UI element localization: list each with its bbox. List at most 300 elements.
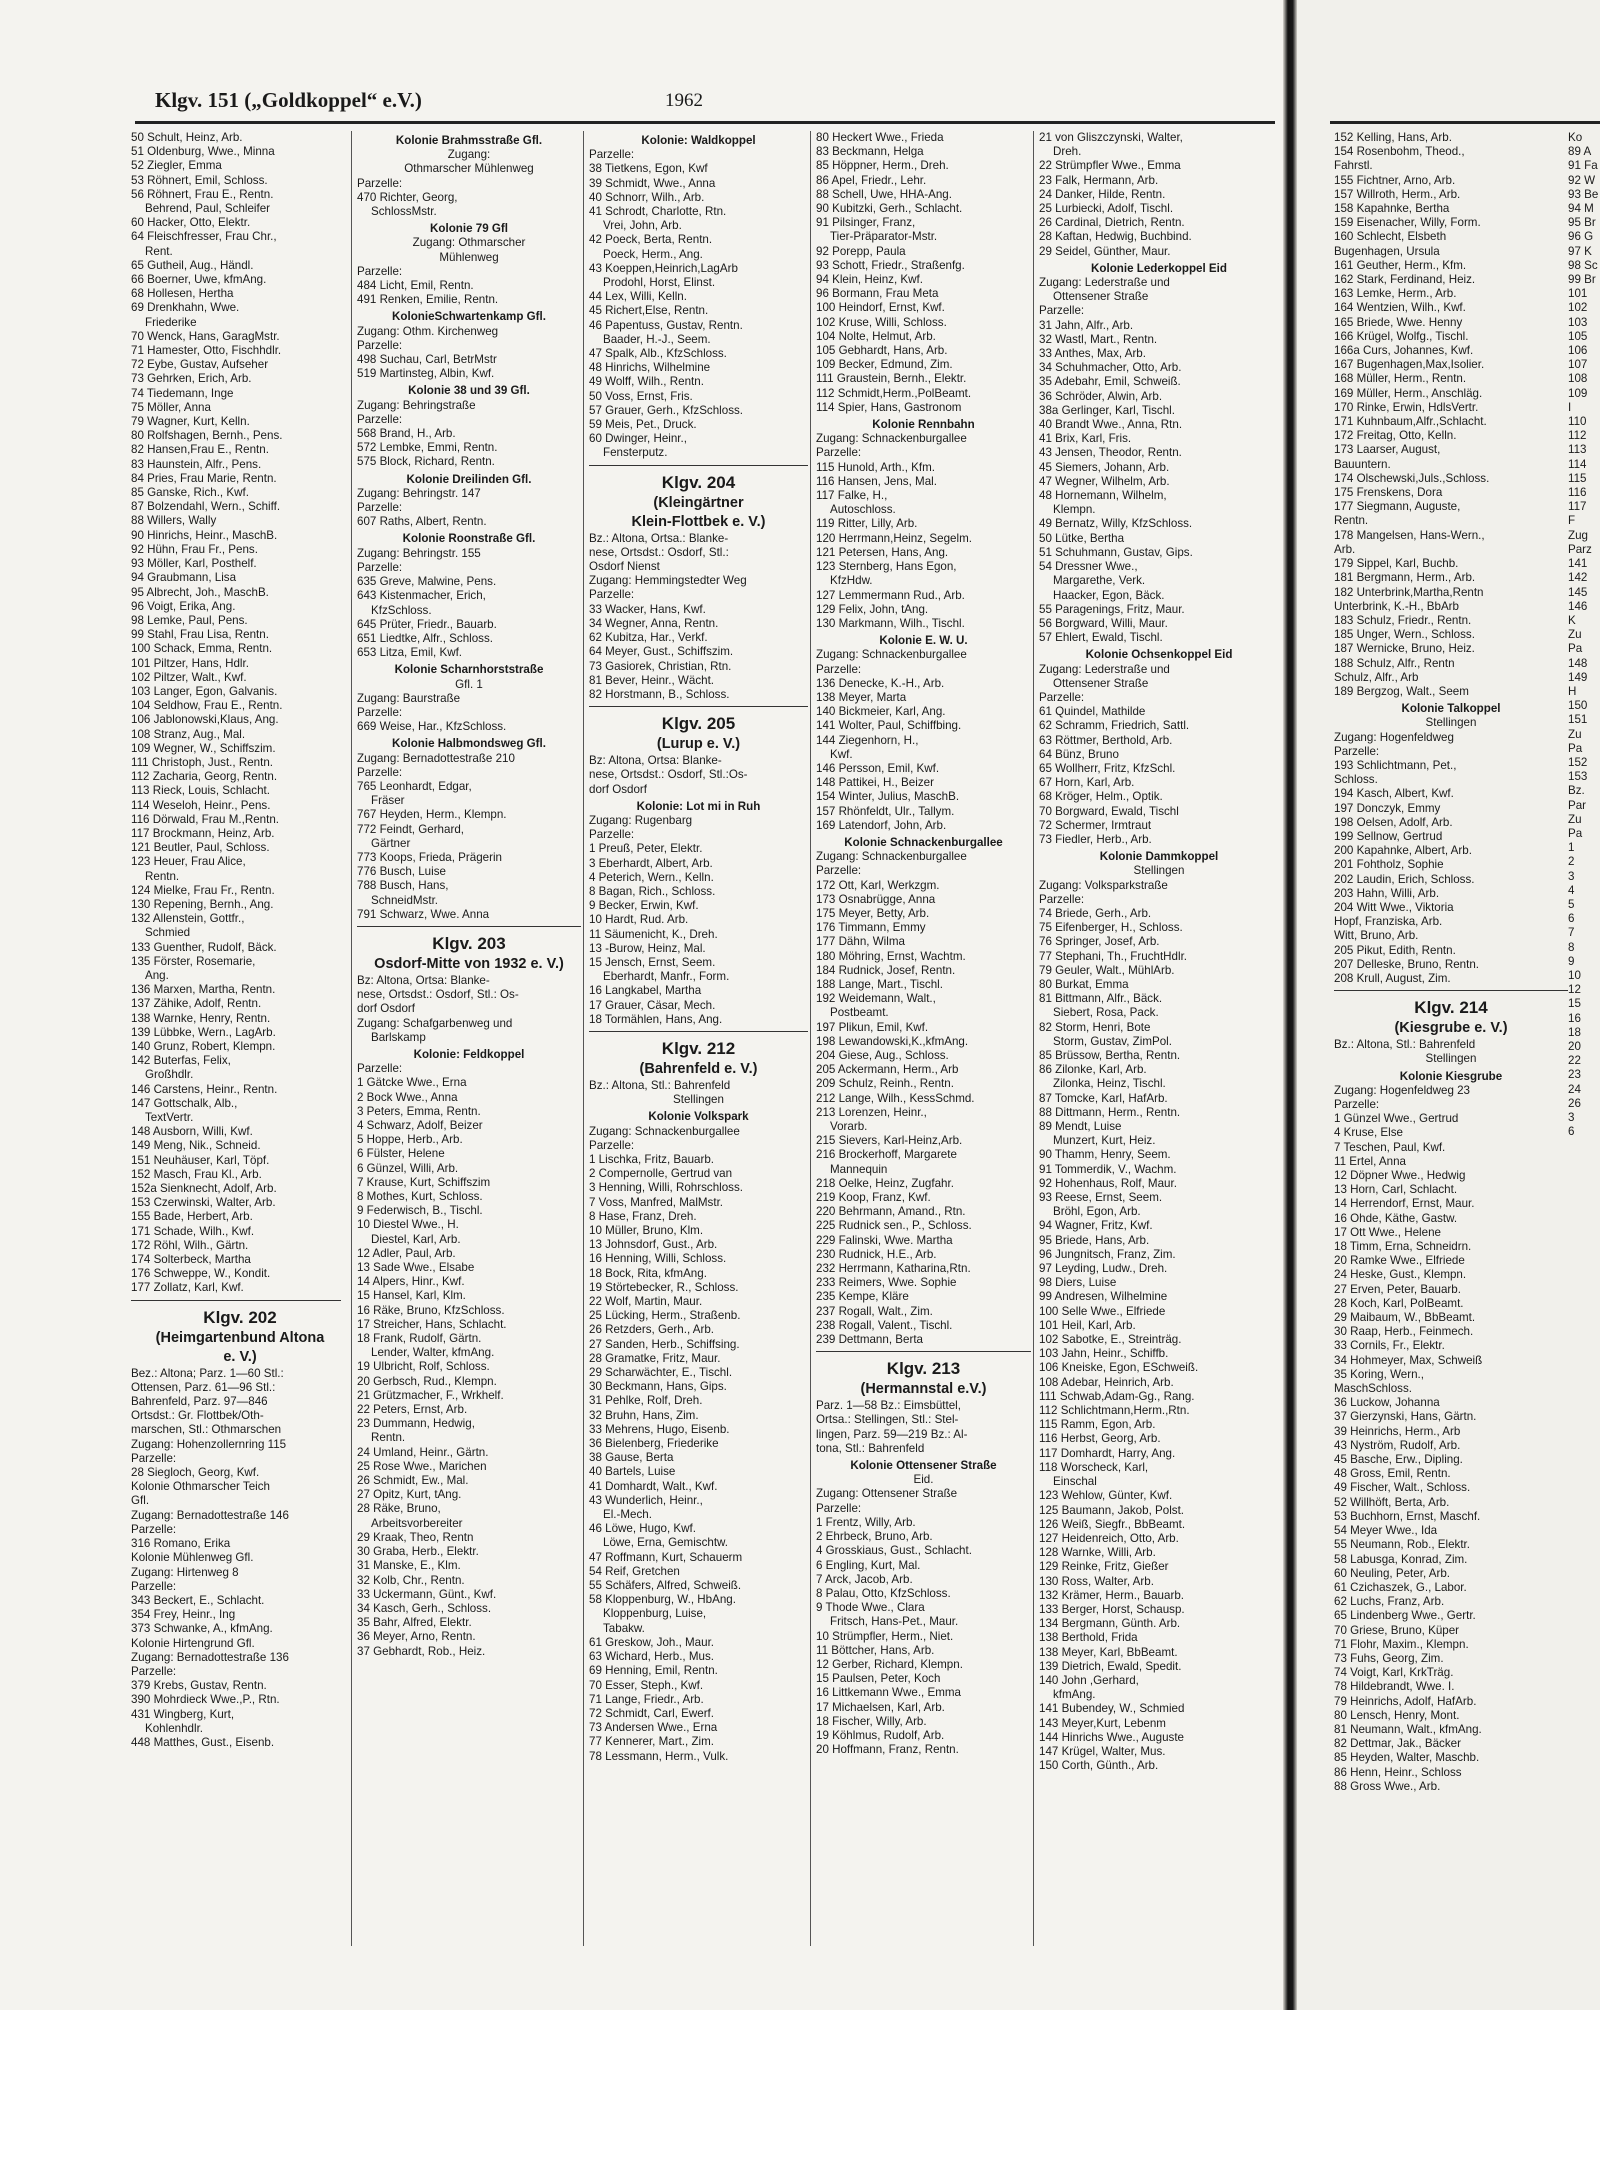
directory-entry: 62 Schramm, Friedrich, Sattl. — [1039, 719, 1190, 733]
directory-entry: Ottensener Straße — [1053, 676, 1149, 690]
directory-entry: 117 Falke, H., — [816, 489, 888, 503]
directory-entry: 43 Nyström, Rudolf, Arb. — [1334, 1438, 1461, 1452]
directory-entry: 23 — [1568, 1068, 1581, 1082]
directory-entry: 55 Paragenings, Fritz, Maur. — [1039, 602, 1185, 616]
directory-entry: 96 Voigt, Erika, Ang. — [131, 599, 236, 613]
directory-entry: 74 Briede, Gerh., Arb. — [1039, 906, 1152, 920]
directory-entry: 188 Schulz, Alfr., Rentn — [1334, 656, 1455, 670]
directory-entry: 218 Oelke, Heinz, Zugfahr. — [816, 1176, 954, 1190]
directory-entry: 184 Rudnick, Josef, Rentn. — [816, 963, 956, 977]
directory-entry: Parzelle: — [357, 412, 403, 426]
directory-entry: Rentn. — [1334, 514, 1369, 528]
directory-entry: 112 Zacharia, Georg, Rentn. — [131, 770, 278, 784]
directory-entry: 47 Spalk, Alb., KfzSchloss. — [589, 347, 727, 361]
directory-entry: 79 Geuler, Walt., MühlArb. — [1039, 963, 1175, 977]
directory-entry: 99 Stahl, Frau Lisa, Rentn. — [131, 628, 269, 642]
directory-entry: 90 Kubitzki, Gerh., Schlacht. — [816, 202, 963, 216]
directory-entry: 2 Bock Wwe., Anna — [357, 1090, 458, 1104]
directory-entry: 70 Borgward, Ewald, Tischl — [1039, 804, 1179, 818]
directory-entry: 90 Hinrichs, Heinr., MaschB. — [131, 528, 278, 542]
directory-entry: 11 Böttcher, Hans, Arb. — [816, 1643, 935, 1657]
directory-entry: 91 Fa — [1568, 159, 1598, 173]
directory-entry: 498 Suchau, Carl, BetrMstr — [357, 353, 497, 367]
directory-entry: 8 — [1568, 940, 1575, 954]
directory-entry: 142 — [1568, 571, 1588, 585]
directory-entry: 72 Eybe, Gustav, Aufseher — [131, 358, 269, 372]
directory-entry: Storm, Gustav, ZimPol. — [1053, 1034, 1172, 1048]
directory-entry: SchlossMstr. — [371, 205, 437, 219]
directory-entry: 10 — [1568, 968, 1581, 982]
directory-entry: 26 Retzders, Gerh., Arb. — [589, 1323, 715, 1337]
directory-entry: 31 Pehlke, Rolf, Dreh. — [589, 1394, 703, 1408]
colony-heading: Kolonie Ochsenkoppel Eid — [1085, 648, 1233, 662]
directory-entry: 50 Schult, Heinz, Arb. — [131, 131, 243, 144]
directory-entry: 58 Labusga, Konrad, Zim. — [1334, 1552, 1468, 1566]
directory-entry: 448 Matthes, Gust., Eisenb. — [131, 1735, 275, 1749]
directory-entry: 40 Schnorr, Wilh., Arb. — [589, 190, 705, 204]
directory-entry: 232 Herrmann, Katharina,Rtn. — [816, 1262, 971, 1276]
directory-entry: 67 Horn, Karl, Arb. — [1039, 776, 1135, 790]
directory-entry: 12 — [1568, 983, 1581, 997]
directory-entry: 129 Felix, John, tAng. — [816, 602, 929, 616]
directory-entry: 113 — [1568, 443, 1587, 457]
directory-entry: 71 Flohr, Maxim., Klempn. — [1334, 1637, 1469, 1651]
directory-entry: Par — [1568, 798, 1587, 812]
column-1-entries — [131, 131, 349, 1296]
directory-entry: Rentn. — [145, 869, 180, 883]
directory-entry: 163 Lemke, Herm., Arb. — [1334, 287, 1457, 301]
directory-entry: 192 Weidemann, Walt., — [816, 992, 936, 1006]
directory-entry: 379 Krebs, Gustav, Rentn. — [131, 1679, 267, 1693]
directory-entry: 6 — [1568, 1125, 1575, 1139]
directory-entry: 85 Höppner, Herm., Dreh. — [816, 159, 949, 173]
page-header — [135, 88, 1275, 118]
directory-entry: Parzelle: — [589, 148, 635, 162]
directory-entry: 88 Gross Wwe., Arb. — [1334, 1779, 1441, 1793]
directory-entry: 62 Kubitza, Har., Verkf. — [589, 631, 708, 645]
centered-line: Zugang: Othmarscher — [412, 236, 526, 250]
directory-entry: 79 Wagner, Kurt, Kelln. — [131, 415, 250, 429]
colony-heading: Kolonie E. W. U. — [879, 634, 968, 648]
column-3 — [589, 131, 808, 1946]
club-title: Klgv. 205 — [661, 714, 736, 734]
colony-heading: Kolonie Scharnhorststraße — [394, 663, 544, 677]
directory-entry: Löwe, Erna, Gemischtw. — [603, 1536, 729, 1550]
directory-entry: 181 Bergmann, Herm., Arb. — [1334, 571, 1476, 585]
directory-entry: Lender, Walter, kfmAng. — [371, 1346, 495, 1360]
directory-entry: 27 Erven, Peter, Bauarb. — [1334, 1282, 1461, 1296]
directory-entry: 89 Mendt, Luise — [1039, 1120, 1122, 1134]
colony-heading: Kolonie Lederkoppel Eid — [1091, 261, 1227, 275]
directory-entry: 73 Gehrken, Erich, Arb. — [131, 372, 252, 386]
directory-entry: Tabakw. — [603, 1621, 645, 1635]
directory-entry: 354 Frey, Heinr., Ing — [131, 1608, 236, 1622]
directory-entry: Zugang: Hohenzollernring 115 — [131, 1437, 287, 1451]
directory-entry: 34 Hohmeyer, Max, Schweiß — [1334, 1353, 1483, 1367]
directory-entry: 70 Esser, Steph., Kwf. — [589, 1678, 704, 1692]
directory-entry: 645 Prüter, Friedr., Bauarb. — [357, 617, 497, 631]
directory-entry: KfzSchloss. — [371, 603, 432, 617]
directory-entry: 88 Schell, Uwe, HHA-Ang. — [816, 187, 952, 201]
directory-entry: Zugang: Baurstraße — [357, 691, 461, 705]
directory-entry: Parzelle: — [131, 1664, 177, 1678]
directory-entry: 149 Meng, Nik., Schneid. — [131, 1139, 261, 1153]
directory-entry: 22 — [1568, 1054, 1581, 1068]
directory-entry: 239 Dettmann, Berta — [816, 1333, 923, 1347]
directory-entry: 8 Hase, Franz, Dreh. — [589, 1209, 697, 1223]
club-subtitle: (Hermannstal e.V.) — [860, 1381, 987, 1398]
directory-entry: 100 Schack, Emma, Rentn. — [131, 642, 273, 656]
directory-entry: Bz.: Altona, Stl.: Bahrenfeld — [589, 1078, 731, 1092]
directory-entry: 101 Piltzer, Hans, Hdlr. — [131, 656, 249, 670]
directory-entry: 193 Schlichtmann, Pet., — [1334, 758, 1457, 772]
directory-entry: 176 Timmann, Emmy — [816, 921, 926, 935]
directory-entry: 1 Lischka, Fritz, Bauarb. — [589, 1152, 715, 1166]
directory-entry: 40 Brandt Wwe., Anna, Rtn. — [1039, 418, 1183, 432]
directory-entry: 83 Haunstein, Alfr., Pens. — [131, 457, 262, 471]
directory-entry: 13 Johnsdorf, Gust., Arb. — [589, 1238, 718, 1252]
directory-entry: Zugang: Hemmingstedter Weg — [589, 574, 747, 588]
section-rule — [1334, 990, 1568, 991]
directory-entry: 63 Röttmer, Berthold, Arb. — [1039, 733, 1173, 747]
directory-entry: 171 Schade, Wilh., Kwf. — [131, 1224, 255, 1238]
directory-entry: 103 — [1568, 315, 1588, 329]
directory-entry: 68 Kröger, Helm., Optik. — [1039, 790, 1163, 804]
directory-entry: Parzelle: — [357, 1062, 403, 1076]
directory-entry: Parz. 1—58 Bz.: Eimsbüttel, — [816, 1399, 961, 1413]
directory-entry: 572 Lembke, Emmi, Rentn. — [357, 441, 498, 455]
directory-entry: Bahrenfeld, Parz. 97—846 — [131, 1395, 268, 1409]
directory-entry: 157 Rhönfeldt, Ulr., Tallym. — [816, 804, 955, 818]
directory-entry: 213 Lorenzen, Heinr., — [816, 1105, 927, 1119]
directory-entry: Parzelle: — [1039, 304, 1085, 318]
directory-entry: 86 Zilonke, Karl, Arb. — [1039, 1063, 1147, 1077]
directory-entry: 204 Witt Wwe., Viktoria — [1334, 900, 1454, 914]
directory-entry: Poeck, Herm., Ang. — [603, 247, 703, 261]
directory-entry: 33 Mehrens, Hugo, Eisenb. — [589, 1422, 730, 1436]
directory-entry: 30 Graba, Herb., Elektr. — [357, 1545, 479, 1559]
directory-entry: 78 Lessmann, Herm., Vulk. — [589, 1749, 729, 1763]
directory-entry: 32 Kolb, Chr., Rentn. — [357, 1573, 465, 1587]
directory-entry: 4 Grosskiaus, Gust., Schlacht. — [816, 1544, 972, 1558]
directory-entry: 15 — [1568, 997, 1581, 1011]
directory-entry: Zu — [1568, 727, 1582, 741]
directory-entry: 153 Czerwinski, Walter, Arb. — [131, 1196, 276, 1210]
column-6 — [1334, 131, 1568, 1946]
directory-entry: 53 Buchhorn, Ernst, Maschf. — [1334, 1509, 1481, 1523]
colony-heading: KolonieSchwartenkamp Gfl. — [392, 310, 546, 324]
club-title: Klgv. 204 — [661, 472, 736, 492]
directory-entry: 4 Peterich, Wern., Kelln. — [589, 870, 714, 884]
directory-entry: 1 Gätcke Wwe., Erna — [357, 1076, 467, 1090]
directory-entry: 92 Hohenhaus, Rolf, Maur. — [1039, 1176, 1177, 1190]
directory-entry: 431 Wingberg, Kurt, — [131, 1707, 235, 1721]
directory-entry: 167 Bugenhagen,Max,Isolier. — [1334, 358, 1485, 372]
directory-entry: 491 Renken, Emilie, Rentn. — [357, 293, 499, 307]
directory-entry: Parzelle: — [589, 1138, 635, 1152]
directory-entry: 36 Bielenberg, Friederike — [589, 1437, 719, 1451]
directory-entry: 6 Günzel, Willi, Arb. — [357, 1161, 459, 1175]
directory-entry: 132 Krämer, Herm., Bauarb. — [1039, 1588, 1184, 1602]
running-head: Klgv. 151 („Goldkoppel“ e.V.) — [155, 88, 422, 112]
directory-entry: Zugang: Behringstr. 155 — [357, 546, 481, 560]
directory-entry: 93 Möller, Karl, Posthelf. — [131, 557, 257, 571]
directory-entry: Fritsch, Hans-Pet., Maur. — [830, 1615, 959, 1629]
directory-entry: dorf Osdorf — [589, 782, 647, 796]
directory-entry: 69 Henning, Emil, Rentn. — [589, 1664, 718, 1678]
directory-entry: 607 Raths, Albert, Rentn. — [357, 515, 487, 529]
directory-entry: Bz.: Altona, Stl.: Bahrenfeld — [1334, 1038, 1476, 1052]
directory-entry: 111 Graustein, Bernh., Elektr. — [816, 372, 967, 386]
directory-entry: 30 Beckmann, Hans, Gips. — [589, 1380, 727, 1394]
club-subtitle: (Kleingärtner — [653, 494, 744, 511]
directory-entry: 80 Rolfshagen, Bernh., Pens. — [131, 429, 283, 443]
directory-entry: 65 Wollherr, Fritz, KfzSchl. — [1039, 761, 1176, 775]
directory-entry: Zugang: Rugenbarg — [589, 813, 693, 827]
directory-entry: 5 Hoppe, Herb., Arb. — [357, 1133, 463, 1147]
directory-entry: 73 Fuhs, Georg, Zim. — [1334, 1651, 1444, 1665]
directory-entry: Ortsdst.: Gr. Flottbek/Oth- — [131, 1409, 264, 1423]
colony-heading: Kolonie Volkspark — [648, 1110, 749, 1124]
colony-heading: Kolonie Schnackenburgallee — [844, 835, 1003, 849]
directory-entry: SchneidMstr. — [371, 893, 439, 907]
centered-line: Eid. — [913, 1473, 934, 1487]
directory-entry: 7 Arck, Jacob, Arb. — [816, 1572, 913, 1586]
directory-entry: Vrei, John, Arb. — [603, 219, 682, 233]
directory-entry: I — [1568, 400, 1572, 414]
directory-entry: MaschSchloss. — [1334, 1382, 1412, 1396]
directory-entry: 28 Siegloch, Georg, Kwf. — [131, 1466, 260, 1480]
directory-entry: 9 Federwisch, B., Tischl. — [357, 1204, 483, 1218]
directory-entry: 669 Weise, Har., KfzSchloss. — [357, 720, 507, 734]
directory-entry: 138 Berthold, Frida — [1039, 1631, 1138, 1645]
directory-entry: 80 Lensch, Henry, Mont. — [1334, 1708, 1460, 1722]
directory-entry: 9 Becker, Erwin, Kwf. — [589, 899, 699, 913]
directory-entry: 123 Heuer, Frau Alice, — [131, 855, 246, 869]
directory-entry: 117 — [1568, 500, 1587, 514]
directory-entry: Parzelle: — [1039, 892, 1085, 906]
directory-entry: Kolonie Mühlenweg Gfl. — [131, 1551, 254, 1565]
directory-entry: 373 Schwanke, A., kfmAng. — [131, 1622, 273, 1636]
directory-entry: 99 Br — [1568, 273, 1596, 287]
directory-entry: 85 Ganske, Rich., Kwf. — [131, 486, 249, 500]
directory-entry: 82 Dettmar, Jak., Bäcker — [1334, 1737, 1461, 1751]
section-rule — [589, 706, 808, 707]
directory-entry: 3 Peters, Emma, Rentn. — [357, 1104, 481, 1118]
directory-entry: 64 Fleischfresser, Frau Chr., — [131, 230, 277, 244]
directory-entry: 94 Klein, Heinz, Kwf. — [816, 273, 923, 287]
directory-entry: 215 Sievers, Karl-Heinz,Arb. — [816, 1134, 963, 1148]
directory-entry: 113 Rieck, Louis, Schlacht. — [131, 784, 270, 798]
directory-entry: 155 Bade, Herbert, Arb. — [131, 1210, 253, 1224]
directory-entry: 97 K — [1568, 244, 1592, 258]
directory-entry: 70 Griese, Bruno, Küper — [1334, 1623, 1460, 1637]
directory-entry: 116 Herbst, Georg, Arb. — [1039, 1432, 1161, 1446]
directory-entry: 93 Schott, Friedr., Straßenfg. — [816, 258, 965, 272]
directory-entry: 7 Voss, Manfred, MalMstr. — [589, 1195, 724, 1209]
directory-entry: 33 Cornils, Fr., Elektr. — [1334, 1339, 1445, 1353]
directory-entry: 17 Grauer, Cäsar, Mech. — [589, 998, 716, 1012]
directory-entry: 19 Köhlmus, Rudolf, Arb. — [816, 1728, 945, 1742]
directory-entry: 1 Günzel Wwe., Gertrud — [1334, 1112, 1459, 1126]
directory-entry: Fensterputz. — [603, 446, 668, 460]
directory-entry: 96 G — [1568, 230, 1594, 244]
directory-entry: Munzert, Kurt, Heiz. — [1053, 1134, 1156, 1148]
directory-entry: Behrend, Paul, Schleifer — [145, 202, 271, 216]
directory-entry: 90 Thamm, Henry, Seem. — [1039, 1148, 1171, 1162]
directory-entry: 48 Hornemann, Wilhelm, — [1039, 489, 1167, 503]
directory-entry: 198 Lewandowski,K.,kfmAng. — [816, 1034, 969, 1048]
directory-entry: 41 Brix, Karl, Fris. — [1039, 432, 1132, 446]
directory-entry: 175 Meyer, Betty, Arb. — [816, 906, 930, 920]
club-subtitle: (Lurup e. V.) — [656, 736, 741, 753]
directory-entry: 172 Ott, Karl, Werkzgm. — [816, 878, 940, 892]
directory-entry: Gfl. — [131, 1494, 150, 1508]
directory-entry: 316 Romano, Erika — [131, 1537, 231, 1551]
directory-entry: 343 Beckert, E., Schlacht. — [131, 1593, 265, 1607]
directory-entry: 154 Rosenbohm, Theod., — [1334, 145, 1465, 159]
directory-entry: Zugang: Volksparkstraße — [1039, 878, 1168, 892]
directory-entry: Parzelle: — [357, 705, 403, 719]
directory-entry: 15 Paulsen, Peter, Koch — [816, 1672, 941, 1686]
directory-entry: 98 Diers, Luise — [1039, 1276, 1117, 1290]
club-title: Klgv. 213 — [886, 1359, 961, 1379]
directory-entry: 114 Weseloh, Heinr., Pens. — [131, 798, 271, 812]
directory-entry: 127 Heidenreich, Otto, Arb. — [1039, 1531, 1179, 1545]
club-subtitle: Osdorf-Mitte von 1932 e. V.) — [374, 955, 564, 972]
directory-entry: 148 Ausborn, Willi, Kwf. — [131, 1125, 253, 1139]
directory-entry: 8 Bagan, Rich., Schloss. — [589, 884, 716, 898]
directory-entry: Margarethe, Verk. — [1053, 574, 1146, 588]
directory-entry: kfmAng. — [1053, 1688, 1096, 1702]
directory-entry: 11 Säumenicht, K., Dreh. — [589, 927, 718, 941]
directory-entry: 27 Sanden, Herb., Schiffsing. — [589, 1337, 740, 1351]
directory-entry: 7 Krause, Kurt, Schiffszim — [357, 1175, 491, 1189]
directory-entry: 111 Schwab,Adam-Gg., Rang. — [1039, 1389, 1195, 1403]
directory-entry: 225 Rudnick sen., P., Schloss. — [816, 1219, 972, 1233]
directory-entry: 89 A — [1568, 145, 1592, 159]
directory-entry: 148 Pattikei, H., Beizer — [816, 776, 934, 790]
directory-entry: 97 Leyding, Ludw., Dreh. — [1039, 1262, 1168, 1276]
directory-entry: Zugang: Lederstraße und — [1039, 276, 1170, 290]
directory-entry: 79 Heinrichs, Adolf, HafArb. — [1334, 1694, 1477, 1708]
directory-entry: Ko — [1568, 131, 1583, 144]
directory-entry: 791 Schwarz, Wwe. Anna — [357, 907, 490, 921]
directory-entry: 115 Hunold, Arth., Kfm. — [816, 460, 936, 474]
directory-entry: Zugang: Ottensener Straße — [816, 1487, 958, 1501]
directory-entry: 157 Willroth, Herm., Arb. — [1334, 187, 1461, 201]
directory-entry: 651 Liedtke, Alfr., Schloss. — [357, 631, 493, 645]
directory-entry: Kolonie Hirtengrund Gfl. — [131, 1636, 255, 1650]
directory-entry: 6 — [1568, 912, 1575, 926]
directory-entry: 199 Sellnow, Gertrud — [1334, 829, 1443, 843]
directory-entry: 205 Ackermann, Herm., Arb — [816, 1063, 959, 1077]
directory-entry: 16 Räke, Bruno, KfzSchloss. — [357, 1303, 505, 1317]
directory-entry: Pa — [1568, 642, 1583, 656]
directory-entry: 177 Siegmann, Auguste, — [1334, 500, 1461, 514]
directory-entry: Prodohl, Horst, Elinst. — [603, 276, 716, 290]
directory-entry: Zu — [1568, 628, 1582, 642]
directory-entry: 109 — [1568, 386, 1588, 400]
directory-entry: 14 Alpers, Hinr., Kwf. — [357, 1275, 465, 1289]
club-title: Klgv. 202 — [203, 1307, 277, 1327]
directory-entry: TextVertr. — [145, 1111, 194, 1125]
directory-entry: 7 Teschen, Paul, Kwf. — [1334, 1140, 1446, 1154]
directory-entry: Zugang: Hogenfeldweg — [1334, 730, 1454, 744]
column-rule — [810, 131, 811, 1946]
directory-entry: 166 Krügel, Wolfg., Tischl. — [1334, 329, 1469, 343]
directory-entry: 22 Strümpfler Wwe., Emma — [1039, 159, 1181, 173]
directory-entry: 773 Koops, Frieda, Prägerin — [357, 850, 503, 864]
directory-entry: Parzelle: — [357, 264, 403, 278]
directory-entry: Bugenhagen, Ursula — [1334, 244, 1440, 258]
directory-entry: 118 Worscheck, Karl, — [1039, 1460, 1149, 1474]
directory-entry: 147 Krügel, Walter, Mus. — [1039, 1744, 1166, 1758]
directory-entry: 132 Allenstein, Gottfr., — [131, 912, 245, 926]
directory-entry: 86 Apel, Friedr., Lehr. — [816, 173, 927, 187]
directory-entry: 643 Kistenmacher, Erich, — [357, 589, 486, 603]
directory-entry: 60 Neuling, Peter, Arb. — [1334, 1566, 1451, 1580]
directory-entry: 50 Lütke, Bertha — [1039, 531, 1125, 545]
directory-entry: 33 Anthes, Max, Arb. — [1039, 347, 1146, 361]
directory-entry: 100 Heindorf, Ernst, Kwf. — [816, 301, 945, 315]
directory-entry: 29 Maibaum, W., BbBeamt. — [1334, 1311, 1476, 1325]
directory-entry: 767 Heyden, Herm., Klempn. — [357, 808, 507, 822]
directory-entry: Einschal — [1053, 1475, 1097, 1489]
directory-entry: 765 Leonhardt, Edgar, — [357, 779, 472, 793]
directory-entry: 17 Michaelsen, Karl, Arb. — [816, 1700, 945, 1714]
directory-entry: 104 Seldhow, Frau E., Rentn. — [131, 699, 283, 713]
directory-entry: 101 — [1568, 287, 1588, 301]
centered-line: Stellingen — [673, 1093, 724, 1107]
directory-entry: 16 Littkemann Wwe., Emma — [816, 1686, 961, 1700]
column-4 — [816, 131, 1031, 1946]
directory-entry: 176 Schweppe, W., Kondit. — [131, 1267, 271, 1281]
directory-entry: 123 Wehlow, Günter, Kwf. — [1039, 1489, 1173, 1503]
directory-entry: 116 Dörwald, Frau M.,Rentn. — [131, 812, 279, 826]
directory-entry: 46 Papentuss, Gustav, Rentn. — [589, 318, 743, 332]
directory-entry: Fahrstl. — [1334, 159, 1373, 173]
directory-entry: 102 Piltzer, Walt., Kwf. — [131, 670, 247, 684]
directory-entry: 20 — [1568, 1040, 1581, 1053]
directory-entry: 23 Dummann, Hedwig, — [357, 1417, 475, 1431]
directory-entry: 230 Rudnick, H.E., Arb. — [816, 1247, 937, 1261]
directory-entry: 219 Koop, Franz, Kwf. — [816, 1191, 931, 1205]
directory-entry: 23 Falk, Hermann, Arb. — [1039, 173, 1159, 187]
colony-heading: Kolonie 38 und 39 Gfl. — [408, 384, 530, 398]
directory-entry: 138 Meyer, Marta — [816, 690, 907, 704]
directory-entry: 106 Kneiske, Egon, ESchweiß. — [1039, 1361, 1199, 1375]
directory-entry: 141 Wolter, Paul, Schiffbing. — [816, 719, 962, 733]
directory-entry: 3 Henning, Willi, Rohrschloss. — [589, 1181, 743, 1195]
directory-entry: 6 Engling, Kurt, Mal. — [816, 1558, 921, 1572]
directory-entry: 103 Jahn, Heinr., Schiffb. — [1039, 1347, 1169, 1361]
directory-entry: 34 Schuhmacher, Otto, Arb. — [1039, 361, 1182, 375]
directory-entry: 146 Persson, Emil, Kwf. — [816, 761, 940, 775]
colony-heading: Kolonie Rennbahn — [872, 418, 975, 432]
directory-entry: Parzelle: — [816, 662, 862, 676]
directory-entry: 17 Ott Wwe., Helene — [1334, 1225, 1441, 1239]
directory-entry: 635 Greve, Malwine, Pens. — [357, 575, 497, 589]
directory-entry: 124 Mielke, Frau Fr., Rentn. — [131, 883, 275, 897]
directory-entry: 50 Voss, Ernst, Fris. — [589, 389, 693, 403]
directory-entry: 148 — [1568, 656, 1588, 670]
directory-entry: 135 Förster, Rosemarie, — [131, 954, 256, 968]
directory-entry: 47 Roffmann, Kurt, Schauerm — [589, 1550, 743, 1564]
directory-entry: 34 Wegner, Anna, Rentn. — [589, 616, 719, 630]
directory-entry: 52 Ziegler, Emma — [131, 159, 222, 173]
directory-entry: 72 Schermer, Irmtraut — [1039, 818, 1152, 832]
